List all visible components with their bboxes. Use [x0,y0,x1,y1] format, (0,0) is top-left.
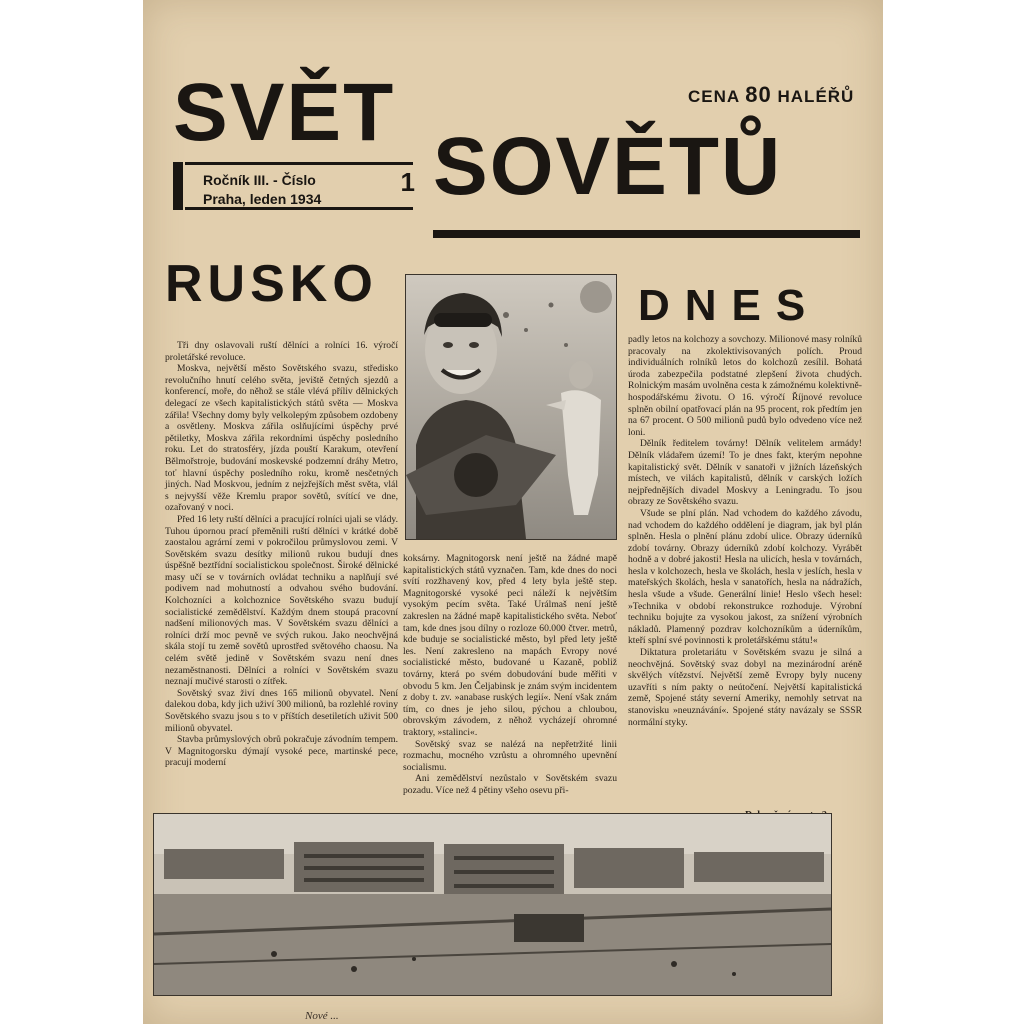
issue-box [185,162,413,210]
newspaper-page [143,0,883,1024]
photo-caption: Nové ... [305,1010,339,1022]
article-paragraph: Dělník ředitelem továrny! Dělník velitelem armády! Dělník vládařem území! To je dnes fakt, kterým nepohne kapitalistický svět. Dělník v sanatoři v jižních lázeňských místech, ve vilách kapitalistů, dělník v carských ložích nejpřednějších divadel Moskvy a Leningradu. To jsou obrazy ze Sovětského svazu. [628,438,862,508]
price-amount: 80 [745,82,772,107]
price-unit: HALÉŘŮ [777,87,855,106]
article-paragraph: Před 16 lety ruští dělníci a pracující rolníci ujali se vlády. Tuhou úpornou prací přeměnili ruští dělníci v krátké době zaostalou agrární zemi v pokročilou průmyslovou zemi. V Sovětském svazu desítky milionů rukou budují dnes úspěšně beztřídní socialistickou společnost. Široké dělnické masy učí se v továrních ovládat techniku a naplňují své podivem nad mohutností a odvahou svého budování. Kolchozníci a kolchoznice Sovětského svazu budují socialistické zemědělství. Každým dnem stoupá pracovní nadšení milionových mas. V Sovětském svazu dělníci a rolníci drží moc pevně ve svých rukou. Jako neochvějná skála stojí tu země sovětů uprostřed světového chaosu. Na celém světě jedině v Sovětském svazu není dnes nezaměstnanosti. Dělníci a rolníci v Sovětském svazu neznají mučivé starosti o zítřek. [165,513,398,688]
headline-right: DNES [638,281,821,330]
masthead-bar [173,162,183,210]
price-label [688,82,854,108]
masthead-title-top: SVĚT [173,67,396,158]
issue-volume: Ročník III. - Číslo [203,172,316,188]
article-column-2 [403,553,617,796]
article-paragraph: Sovětský svaz živí dnes 165 milionů obyvatel. Není dalekou doba, kdy jich uživí 300 milionů, ba rozlehlé roviny Sovětského svazu jsou s to v příštích desetiletích uživit 500 milionů obyvatel. [165,687,398,734]
masthead-title-bottom: SOVĚTŮ [433,121,783,212]
issue-number: 1 [400,167,415,197]
price-word: CENA [688,87,740,106]
masthead-rule [433,230,860,238]
article-paragraph: Diktatura proletariátu v Sovětském svazu je silná a neochvějná. Sovětský svaz dobyl na mezinárodní aréně skvělých vítězství. Největší země Evropy byly nuceny uzavříti s ním pakty o neútočení. Největší kapitalistická země, Spojené státy severní Ameriky, nemohly setrvat na stanovisku »neuznávání«. Spojené státy navázaly se SSSR normální styky. [628,647,862,728]
article-paragraph: padly letos na kolchozy a sovchozy. Milionové masy rolníků pracovaly na zkolektivisovaných polích. Proud individuálních rolníků letos do kolchozů zesílil. Bohatá úroda zabezpečila podstatné zlepšení života chudých. Rolnickým masám uvolněna cesta k zámožnému kolektivně-hospodářskému životu. O 16. výročí Říjnové revoluce splněn obilní opatřovací plán na 95 procent, rok předtím jen na 67 procent. O 500 milionů pudů bylo odvedeno více než loni. [628,334,862,438]
article-paragraph: Stavba průmyslových obrů pokračuje závodním tempem. V Magnitogorsku dýmají vysoké pece, martinské pece, pracují moderní [165,734,398,769]
city-photo-art [154,814,831,995]
city-photo [153,813,832,996]
aviator-photo-art [406,275,616,539]
article-column-1 [165,340,398,769]
article-paragraph: koksárny. Magnitogorsk není ještě na žádné mapě kapitalistických států vyznačen. Tam, kde dnes do noci svítí rozžhavený kov, před 4 lety byla ještě step. Magnitogorské vysoké peci náleží k největším vysokým pecím světa. Také Urálmaš není ještě zakreslen na žádné mapě kapitalistického světa. Neboť tam, kde dnes jsou dílny o rozloze 60.000 čtver. metrů, kde buduje se socialistické město, byl před lety ještě les. Není zakresleno na mapách Evropy nové socialistické město, budované u Kazaně, pobliž továrny, která po svém dobudování bude měřiti v obvodu 5 km. Jen Čeljabinsk je znám svým incidentem z doby t. zv. »anabase ruských legií«. Není však znám tím, co dnes je jeho silou, pýchou a chloubou, obrovským závodem, z něhož vycházejí ohromné traktory, »stalinci«. [403,553,617,738]
article-paragraph: Všude se plní plán. Nad vchodem do každého závodu, nad vchodem do každého oddělení je diagram, jak byl plán splněn. Hesla o plnění plánu zdobí ulice. Obrazy úderníků zdobí továrny. Obrazy úderníků zdobí kolchozy. Vyrábět hodně a v dobré jakosti! Hesla na ulicích, hesla v továrnách, hesla v kolchozech, hesla ve školách, hesla v jeslích, hesla v mateřských školách, hesla v sanatořích, hesla na nádražích, hesla všude a všude. Generální linie! Heslo všech hesel: »Technika v období rekonstrukce rozhoduje. Výrobní techniku bojujte za vysokou jakost, za snížení výrobních nákladů. Plamenný pozdrav kolchozníkům a úderníkům, kteří splní své povinnosti k proletářskému státu!« [628,507,862,647]
issue-place-date: Praha, leden 1934 [203,191,322,207]
article-paragraph: Tři dny oslavovali ruští dělníci a rolníci 16. výročí proletářské revoluce. [165,340,398,363]
article-paragraph: Sovětský svaz se nalézá na nepřetržité linii rozmachu, mocného vzrůstu a ohromného upevnění socialismu. [403,738,617,773]
article-column-3 [628,334,862,728]
aviator-photo [405,274,617,540]
article-paragraph: Moskva, největší město Sovětského svazu, středisko revolučního hnutí celého světa, jeviště četných sjezdů a konferencí, moře, do něhož se stále vlévá příliv dělnických delegací ze všech kapitalistických států světa — Moskva zářila! Všechny domy byly velkolepým způsobem ozdobeny a osvětleny. Moskva zářila oslňujícími úspěchy prvé pětiletky, Moskva zářila rekordními úspěchy posledního roku. Let do stratosféry, jízda pouští Karakum, otevření Bělmořstroje, budování moskevské podzemní dráhy Metro, toť hlavní úspěchy posledního roku, kromě nesčetných jiných. Nad Moskvou, jedním z nejzřejších měst světa, vlál s nejvyšší věže Kremlu prapor sovětů, svítící ve dne, ozařovaný v noci. [165,363,398,514]
article-paragraph: Ani zemědělství nezůstalo v Sovětském svazu pozadu. Více než 4 pětiny všeho osevu při- [403,773,617,796]
headline-left: RUSKO [165,255,378,313]
